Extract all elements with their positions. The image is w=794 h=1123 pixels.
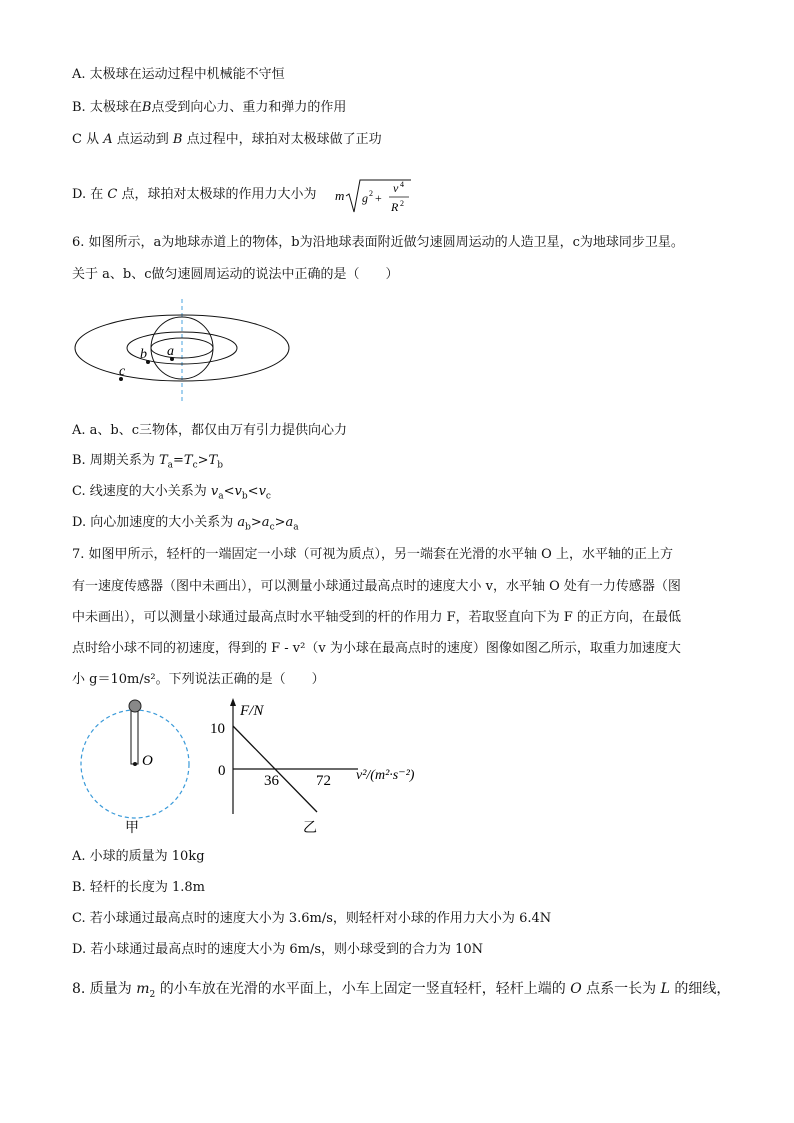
q5-c-text1: C 从 (72, 132, 100, 147)
q6-orbit-figure (70, 295, 300, 407)
q5-c-pb: B (172, 132, 183, 147)
q6-b-t3: T (208, 453, 218, 468)
q7-option-a: A. 小球的质量为 10kg (72, 849, 205, 864)
q6-stem-line1: 6. 如图所示，a为地球赤道上的物体，b为沿地球表面附近做匀速圆周运动的人造卫星，c为地球同步卫星。 (72, 235, 684, 250)
q5-option-c (72, 131, 382, 149)
q6-b-sub-a: a (167, 460, 173, 471)
axis-o-point (133, 762, 137, 766)
q8-text2: 的小车放在光滑的水平面上，小车上固定一竖直轻杆，轻杆上端的 (155, 981, 571, 997)
q8-m-sub: 2 (149, 989, 156, 1000)
q8-stem (72, 980, 730, 1004)
q6-c-v2: v (234, 484, 242, 499)
q6-c-lt2: < (247, 484, 259, 499)
q5-d-pc: C (107, 187, 118, 202)
q7-option-d: D. 若小球通过最高点时的速度大小为 6m/s，则小球受到的合力为 10N (72, 942, 484, 957)
caption-jia: 甲 (125, 821, 139, 836)
q6-stem-line2: 关于 a、b、c做匀速圆周运动的说法中正确的是（ ） (72, 267, 399, 282)
q8-m: m (136, 981, 150, 997)
q6-d-gt2: > (274, 515, 286, 530)
q6-c-v3: v (258, 484, 266, 499)
q5-b-text1: B. 太极球在 (72, 100, 142, 115)
q6-c-sub-c: c (265, 491, 271, 502)
q5-option-d (72, 186, 316, 216)
caption-yi: 乙 (303, 821, 317, 836)
q6-b-text: B. 周期关系为 (72, 453, 159, 468)
q6-d-a2: a (261, 515, 270, 530)
q6-b-sub-c: c (192, 460, 198, 471)
q5-d-text1: D. 在 (72, 187, 104, 202)
q8-text4: 的细线， (669, 981, 731, 997)
label-c: c (119, 364, 126, 379)
q6-c-lt1: < (223, 484, 235, 499)
light-rod (131, 710, 138, 764)
q7-stem-line5: 小 g＝10m/s²。下列说法正确的是（ ） (72, 672, 325, 687)
x-tick-36: 36 (264, 773, 279, 789)
q6-b-eq: = (173, 453, 184, 468)
q6-b-t1: T (158, 453, 168, 468)
q6-d-sub-a: a (293, 522, 299, 533)
y-axis-label: F/N (240, 703, 264, 719)
origin-label: 0 (218, 763, 226, 779)
formula-g: g (362, 191, 368, 205)
q6-c-sub-b: b (241, 491, 248, 502)
q6-b-sub-b: b (217, 460, 223, 471)
q5-option-b (72, 99, 346, 117)
q6-b-t2: T (183, 453, 193, 468)
y-axis-arrow (230, 698, 236, 706)
label-o: O (142, 753, 153, 769)
q7-stem-line4: 点时给小球不同的初速度，得到的 F - v²（v 为小球在最高点时的速度）图像如图乙所示，取重力加速度大 (72, 641, 681, 656)
x-tick-72: 72 (316, 773, 331, 789)
formula-num: v (393, 181, 399, 195)
q5-d-formula (333, 176, 413, 218)
q6-d-a3: a (285, 515, 294, 530)
q7-option-c: C. 若小球通过最高点时的速度大小为 3.6m/s，则轻杆对小球的作用力大小为 6.4N (72, 911, 552, 926)
q5-d-text2: 点，球拍对太极球的作用力大小为 (121, 187, 317, 202)
q6-option-a: A. a、b、c三物体，都仅由万有引力提供向心力 (72, 423, 348, 438)
q7-stem-line3: 中未画出），可以测量小球通过最高点时水平轴受到的杆的作用力 F，若取竖直向下为 F 的正方向，在最低 (72, 610, 681, 625)
q8-text1: 8. 质量为 (72, 981, 137, 997)
q6-b-gt: > (197, 453, 209, 468)
q6-d-sub-b: b (245, 522, 251, 533)
label-b: b (140, 347, 147, 362)
q6-d-gt1: > (250, 515, 262, 530)
q8-l: L (660, 981, 670, 997)
q6-option-d (72, 514, 299, 537)
formula-den-exp: 2 (400, 199, 404, 208)
small-ball (129, 700, 141, 712)
q6-d-text: D. 向心加速度的大小关系为 (72, 515, 238, 530)
q5-c-text3: 点过程中，球拍对太极球做了正功 (186, 132, 382, 147)
q6-option-b (72, 452, 223, 475)
q5-b-text2: 点受到向心力、重力和弹力的作用 (151, 100, 347, 115)
label-a: a (167, 344, 174, 359)
q5-c-pa: A (103, 132, 113, 147)
q7-stem-line2: 有一速度传感器（图中未画出），可以测量小球通过最高点时的速度大小 v，水平轴 O 处有一力传感器（图 (72, 579, 681, 594)
formula-m: m (335, 188, 345, 203)
formula-den: R (391, 200, 399, 214)
q7-stem-line1: 7. 如图甲所示，轻杆的一端固定一小球（可视为质点），另一端套在光滑的水平轴 O 上，水平轴的正上方 (72, 547, 673, 562)
q6-d-sub-c: c (269, 522, 275, 533)
q7-figure-yi (200, 696, 440, 838)
q8-text3: 点系一长为 (581, 981, 661, 997)
q7-figure-jia (78, 696, 196, 838)
q6-d-a1: a (237, 515, 246, 530)
q6-c-v1: v (210, 484, 219, 499)
q5-c-text2: 点运动到 (116, 132, 169, 147)
q5-option-a: A. 太极球在运动过程中机械能不守恒 (72, 67, 285, 82)
formula-g-exp: 2 (369, 189, 373, 198)
formula-num-exp: 4 (400, 180, 404, 189)
q6-option-c (72, 483, 271, 506)
q8-o: O (570, 981, 582, 997)
q7-option-b: B. 轻杆的长度为 1.8m (72, 880, 205, 895)
q5-b-point: B (141, 100, 152, 115)
y-tick-10: 10 (210, 721, 225, 737)
q6-c-sub-a: a (218, 491, 224, 502)
formula-plus: + (375, 191, 382, 205)
q6-c-text: C. 线速度的大小关系为 (72, 484, 211, 499)
x-axis-label: v²/(m²·s⁻²) (356, 768, 415, 783)
